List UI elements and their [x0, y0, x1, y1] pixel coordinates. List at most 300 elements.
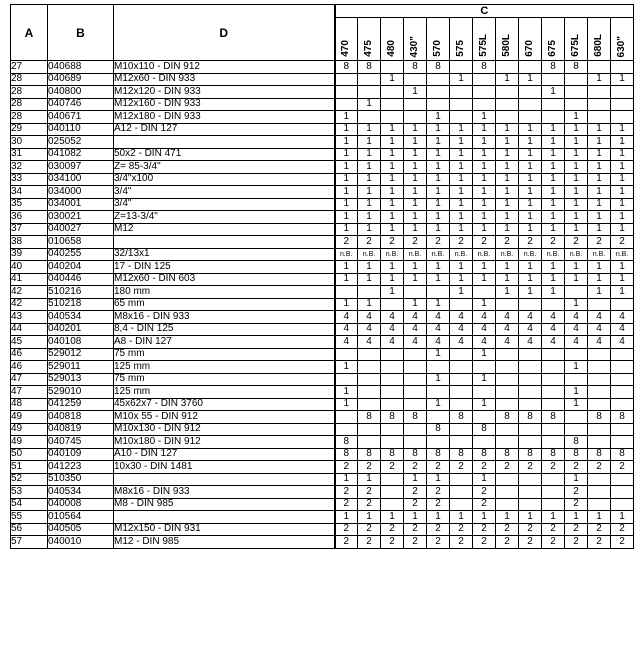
quantity-cell [427, 436, 450, 449]
quantity-cell [496, 298, 519, 311]
quantity-cell: 1 [542, 211, 565, 224]
quantity-cell: 1 [519, 211, 542, 224]
quantity-cell: 1 [473, 273, 496, 286]
model-label: 470 [340, 40, 352, 57]
quantity-cell [611, 498, 634, 511]
quantity-cell: 1 [611, 148, 634, 161]
quantity-cell: 1 [358, 511, 381, 524]
quantity-cell: 1 [427, 211, 450, 224]
quantity-cell: 1 [496, 136, 519, 149]
part-number-cell: 041082 [48, 148, 114, 161]
quantity-cell [542, 498, 565, 511]
quantity-cell: 8 [473, 61, 496, 74]
quantity-cell: 1 [335, 173, 358, 186]
quantity-cell [450, 86, 473, 99]
quantity-cell: 1 [335, 223, 358, 236]
quantity-cell [473, 73, 496, 86]
quantity-cell: 4 [404, 336, 427, 349]
quantity-cell: 1 [404, 123, 427, 136]
quantity-cell: 2 [496, 461, 519, 474]
quantity-cell: 1 [542, 273, 565, 286]
part-number-cell: 030021 [48, 211, 114, 224]
quantity-cell [611, 373, 634, 386]
position-cell: 56 [11, 523, 48, 536]
quantity-cell [496, 473, 519, 486]
quantity-cell: 1 [427, 398, 450, 411]
quantity-cell [542, 98, 565, 111]
description-cell: 125 mm [114, 386, 335, 399]
quantity-cell: 4 [496, 323, 519, 336]
model-header [381, 18, 404, 61]
part-number-cell: 040255 [48, 248, 114, 261]
quantity-cell: 1 [519, 223, 542, 236]
quantity-cell: 2 [335, 486, 358, 499]
quantity-cell: 2 [611, 236, 634, 249]
quantity-cell [565, 98, 588, 111]
quantity-cell: 8 [542, 61, 565, 74]
quantity-cell: 1 [358, 123, 381, 136]
description-cell: 3/4" [114, 186, 335, 199]
quantity-cell: 8 [358, 61, 381, 74]
quantity-cell: 1 [565, 173, 588, 186]
quantity-cell: 1 [588, 148, 611, 161]
quantity-cell: 2 [381, 236, 404, 249]
quantity-cell: 1 [542, 173, 565, 186]
quantity-cell: 4 [588, 311, 611, 324]
quantity-cell: 1 [542, 148, 565, 161]
quantity-cell: 1 [450, 286, 473, 299]
header-row-top [11, 5, 634, 18]
model-label: 675 [547, 40, 558, 57]
part-number-cell: 040108 [48, 336, 114, 349]
quantity-cell [381, 86, 404, 99]
table-row [11, 461, 634, 474]
description-cell: A12 - DIN 127 [114, 123, 335, 136]
quantity-cell: 4 [542, 311, 565, 324]
quantity-cell: 8 [358, 448, 381, 461]
quantity-cell: 1 [358, 161, 381, 174]
quantity-cell: 4 [381, 336, 404, 349]
quantity-cell: 8 [335, 61, 358, 74]
quantity-cell: 2 [542, 236, 565, 249]
position-cell: 50 [11, 448, 48, 461]
position-cell: 28 [11, 98, 48, 111]
quantity-cell [381, 98, 404, 111]
quantity-cell [519, 386, 542, 399]
quantity-cell: 8 [611, 448, 634, 461]
quantity-cell: 2 [358, 536, 381, 549]
quantity-cell: 1 [565, 386, 588, 399]
table-row [11, 498, 634, 511]
quantity-cell: 1 [358, 223, 381, 236]
quantity-cell: 2 [358, 498, 381, 511]
quantity-cell [611, 398, 634, 411]
quantity-cell [335, 286, 358, 299]
table-row [11, 436, 634, 449]
quantity-cell [496, 498, 519, 511]
quantity-cell: 1 [588, 261, 611, 274]
quantity-cell [381, 398, 404, 411]
quantity-cell: 1 [588, 186, 611, 199]
quantity-cell: 2 [381, 536, 404, 549]
quantity-cell: 1 [381, 223, 404, 236]
quantity-cell [450, 473, 473, 486]
quantity-cell: 8 [496, 448, 519, 461]
quantity-cell [358, 423, 381, 436]
quantity-cell: 1 [542, 223, 565, 236]
quantity-cell: 1 [450, 198, 473, 211]
description-cell: 32/13x1 [114, 248, 335, 261]
table-row [11, 61, 634, 74]
position-cell: 49 [11, 423, 48, 436]
quantity-cell: 1 [473, 198, 496, 211]
quantity-cell: 2 [427, 536, 450, 549]
quantity-cell: 1 [358, 98, 381, 111]
quantity-cell: 4 [450, 323, 473, 336]
quantity-cell: 1 [496, 286, 519, 299]
column-header-a: A [11, 5, 48, 61]
quantity-cell: 4 [473, 336, 496, 349]
quantity-cell: 1 [565, 111, 588, 124]
part-number-cell: 529013 [48, 373, 114, 386]
quantity-cell [335, 411, 358, 424]
position-cell: 32 [11, 161, 48, 174]
quantity-cell: 1 [427, 473, 450, 486]
model-header [358, 18, 381, 61]
quantity-cell: 2 [358, 461, 381, 474]
quantity-cell: 1 [565, 123, 588, 136]
quantity-cell [381, 436, 404, 449]
quantity-cell: 1 [427, 111, 450, 124]
quantity-cell: 8 [565, 448, 588, 461]
part-number-cell: 510216 [48, 286, 114, 299]
quantity-cell: 4 [450, 311, 473, 324]
quantity-cell: 4 [335, 311, 358, 324]
quantity-cell [404, 436, 427, 449]
quantity-cell [611, 423, 634, 436]
quantity-cell [588, 373, 611, 386]
quantity-cell [588, 361, 611, 374]
table-row [11, 236, 634, 249]
quantity-cell: n.B. [381, 248, 404, 261]
quantity-cell: 8 [473, 423, 496, 436]
quantity-cell [588, 386, 611, 399]
quantity-cell [588, 298, 611, 311]
quantity-cell: 8 [588, 448, 611, 461]
quantity-cell [519, 98, 542, 111]
description-cell: A8 - DIN 127 [114, 336, 335, 349]
quantity-cell: 4 [404, 311, 427, 324]
quantity-cell [542, 486, 565, 499]
quantity-cell: 1 [427, 223, 450, 236]
quantity-cell: 1 [404, 298, 427, 311]
quantity-cell [427, 86, 450, 99]
description-cell: M12x60 - DIN 933 [114, 73, 335, 86]
position-cell: 46 [11, 361, 48, 374]
quantity-cell: 1 [588, 198, 611, 211]
quantity-cell: 2 [473, 236, 496, 249]
quantity-cell [404, 423, 427, 436]
quantity-cell: 1 [450, 161, 473, 174]
quantity-cell: 1 [496, 186, 519, 199]
quantity-cell [519, 473, 542, 486]
part-number-cell: 041259 [48, 398, 114, 411]
quantity-cell [565, 73, 588, 86]
table-row [11, 398, 634, 411]
quantity-cell [381, 298, 404, 311]
position-cell: 28 [11, 111, 48, 124]
table-row [11, 523, 634, 536]
quantity-cell: 1 [335, 198, 358, 211]
quantity-cell [358, 361, 381, 374]
quantity-cell: 1 [496, 198, 519, 211]
quantity-cell: 1 [565, 511, 588, 524]
quantity-cell [381, 498, 404, 511]
position-cell: 55 [11, 511, 48, 524]
description-cell: 17 - DIN 125 [114, 261, 335, 274]
quantity-cell: 1 [473, 298, 496, 311]
quantity-cell: 1 [542, 198, 565, 211]
position-cell: 27 [11, 61, 48, 74]
table-row [11, 486, 634, 499]
quantity-cell [565, 373, 588, 386]
description-cell [114, 236, 335, 249]
quantity-cell [404, 348, 427, 361]
quantity-cell [496, 98, 519, 111]
quantity-cell: 1 [496, 511, 519, 524]
quantity-cell: 4 [565, 311, 588, 324]
quantity-cell: 1 [519, 136, 542, 149]
quantity-cell [335, 348, 358, 361]
description-cell: 50x2 - DIN 471 [114, 148, 335, 161]
quantity-cell [427, 98, 450, 111]
model-header [473, 18, 496, 61]
quantity-cell [404, 111, 427, 124]
quantity-cell: 8 [358, 411, 381, 424]
quantity-cell [611, 386, 634, 399]
part-number-cell: 529012 [48, 348, 114, 361]
part-number-cell: 040010 [48, 536, 114, 549]
quantity-cell: 1 [335, 473, 358, 486]
quantity-cell [496, 86, 519, 99]
quantity-cell: 4 [611, 323, 634, 336]
quantity-cell [611, 111, 634, 124]
quantity-cell: 8 [588, 411, 611, 424]
quantity-cell [473, 86, 496, 99]
quantity-cell: 1 [565, 473, 588, 486]
position-cell: 54 [11, 498, 48, 511]
quantity-cell [611, 361, 634, 374]
quantity-cell: 1 [404, 86, 427, 99]
description-cell: Z= 85-3/4" [114, 161, 335, 174]
description-cell: M8 - DIN 985 [114, 498, 335, 511]
quantity-cell: 8 [611, 411, 634, 424]
quantity-cell [542, 423, 565, 436]
quantity-cell: 1 [335, 361, 358, 374]
position-cell: 33 [11, 173, 48, 186]
quantity-cell [450, 373, 473, 386]
quantity-cell [358, 286, 381, 299]
quantity-cell [542, 348, 565, 361]
quantity-cell: 8 [542, 411, 565, 424]
quantity-cell: 1 [565, 361, 588, 374]
quantity-cell: 1 [611, 73, 634, 86]
quantity-cell [496, 61, 519, 74]
quantity-cell [358, 73, 381, 86]
table-row [11, 323, 634, 336]
quantity-cell: 1 [611, 286, 634, 299]
quantity-cell: 1 [611, 123, 634, 136]
quantity-cell: 1 [473, 261, 496, 274]
quantity-cell: 4 [381, 323, 404, 336]
quantity-cell [542, 386, 565, 399]
quantity-cell: 1 [542, 86, 565, 99]
quantity-cell [404, 398, 427, 411]
quantity-cell: 1 [450, 73, 473, 86]
table-row [11, 348, 634, 361]
position-cell: 45 [11, 336, 48, 349]
quantity-cell: 1 [404, 211, 427, 224]
quantity-cell: 1 [404, 186, 427, 199]
quantity-cell: 4 [358, 311, 381, 324]
quantity-cell: 8 [404, 411, 427, 424]
part-number-cell: 040534 [48, 311, 114, 324]
description-cell: M12 [114, 223, 335, 236]
quantity-cell [611, 86, 634, 99]
quantity-cell [519, 111, 542, 124]
quantity-cell: 2 [588, 236, 611, 249]
quantity-cell: 1 [335, 261, 358, 274]
position-cell: 37 [11, 223, 48, 236]
quantity-cell: 1 [358, 261, 381, 274]
quantity-cell: 4 [588, 336, 611, 349]
position-cell: 49 [11, 411, 48, 424]
quantity-cell [381, 423, 404, 436]
quantity-cell [381, 373, 404, 386]
quantity-cell: 2 [473, 523, 496, 536]
quantity-cell: 4 [473, 311, 496, 324]
quantity-cell: 4 [381, 311, 404, 324]
position-cell: 28 [11, 86, 48, 99]
description-cell: 3/4"x100 [114, 173, 335, 186]
quantity-cell: 1 [450, 148, 473, 161]
quantity-cell: n.B. [519, 248, 542, 261]
quantity-cell: 1 [565, 261, 588, 274]
quantity-cell: 1 [565, 298, 588, 311]
quantity-cell: 1 [335, 273, 358, 286]
quantity-cell: 8 [381, 411, 404, 424]
quantity-cell: 1 [358, 148, 381, 161]
part-number-cell: 040110 [48, 123, 114, 136]
part-number-cell: 040689 [48, 73, 114, 86]
model-header [427, 18, 450, 61]
quantity-cell: 8 [381, 448, 404, 461]
description-cell: 65 mm [114, 298, 335, 311]
quantity-cell: 4 [427, 311, 450, 324]
table-row [11, 86, 634, 99]
quantity-cell: 1 [381, 211, 404, 224]
quantity-cell: 2 [496, 523, 519, 536]
quantity-cell: 1 [427, 348, 450, 361]
quantity-cell [588, 423, 611, 436]
quantity-cell [381, 348, 404, 361]
quantity-cell [611, 473, 634, 486]
quantity-cell [381, 386, 404, 399]
quantity-cell: 1 [450, 511, 473, 524]
position-cell: 42 [11, 286, 48, 299]
quantity-cell: 1 [588, 223, 611, 236]
quantity-cell: 1 [542, 123, 565, 136]
quantity-cell: 4 [450, 336, 473, 349]
table-row [11, 123, 634, 136]
quantity-cell: 4 [496, 311, 519, 324]
description-cell: 75 mm [114, 348, 335, 361]
position-cell: 47 [11, 386, 48, 399]
table-row [11, 423, 634, 436]
quantity-cell: 1 [588, 273, 611, 286]
description-cell: M10x110 - DIN 912 [114, 61, 335, 74]
model-label: 580L [501, 34, 512, 57]
quantity-cell: 1 [519, 511, 542, 524]
quantity-cell: 1 [611, 173, 634, 186]
model-header [611, 18, 634, 61]
quantity-cell: 1 [404, 136, 427, 149]
quantity-cell [473, 361, 496, 374]
quantity-cell: n.B. [611, 248, 634, 261]
quantity-cell: 2 [358, 236, 381, 249]
quantity-cell: 1 [565, 148, 588, 161]
quantity-cell: 1 [519, 273, 542, 286]
quantity-cell [496, 398, 519, 411]
part-number-cell: 510218 [48, 298, 114, 311]
quantity-cell: 1 [496, 148, 519, 161]
quantity-cell: 1 [450, 173, 473, 186]
part-number-cell: 034000 [48, 186, 114, 199]
quantity-cell: 2 [404, 536, 427, 549]
quantity-cell [450, 398, 473, 411]
quantity-cell: 4 [519, 336, 542, 349]
quantity-cell: n.B. [473, 248, 496, 261]
quantity-cell: 1 [565, 161, 588, 174]
quantity-cell [427, 386, 450, 399]
quantity-cell [496, 373, 519, 386]
column-header-d: D [114, 5, 335, 61]
quantity-cell: 2 [450, 461, 473, 474]
quantity-cell [358, 348, 381, 361]
quantity-cell [404, 361, 427, 374]
quantity-cell [519, 498, 542, 511]
quantity-cell [381, 111, 404, 124]
position-cell: 49 [11, 436, 48, 449]
quantity-cell: 2 [565, 461, 588, 474]
quantity-cell: 4 [496, 336, 519, 349]
quantity-cell: 2 [404, 486, 427, 499]
quantity-cell: 1 [611, 273, 634, 286]
quantity-cell [358, 398, 381, 411]
part-number-cell: 040746 [48, 98, 114, 111]
quantity-cell: 2 [404, 498, 427, 511]
quantity-cell [427, 361, 450, 374]
model-label: 575L [478, 34, 489, 57]
quantity-cell [542, 111, 565, 124]
part-number-cell: 510350 [48, 473, 114, 486]
description-cell: Z=13-3/4" [114, 211, 335, 224]
quantity-cell [496, 486, 519, 499]
description-cell: M12x60 - DIN 603 [114, 273, 335, 286]
quantity-cell [588, 86, 611, 99]
quantity-cell [335, 373, 358, 386]
quantity-cell: 2 [588, 523, 611, 536]
